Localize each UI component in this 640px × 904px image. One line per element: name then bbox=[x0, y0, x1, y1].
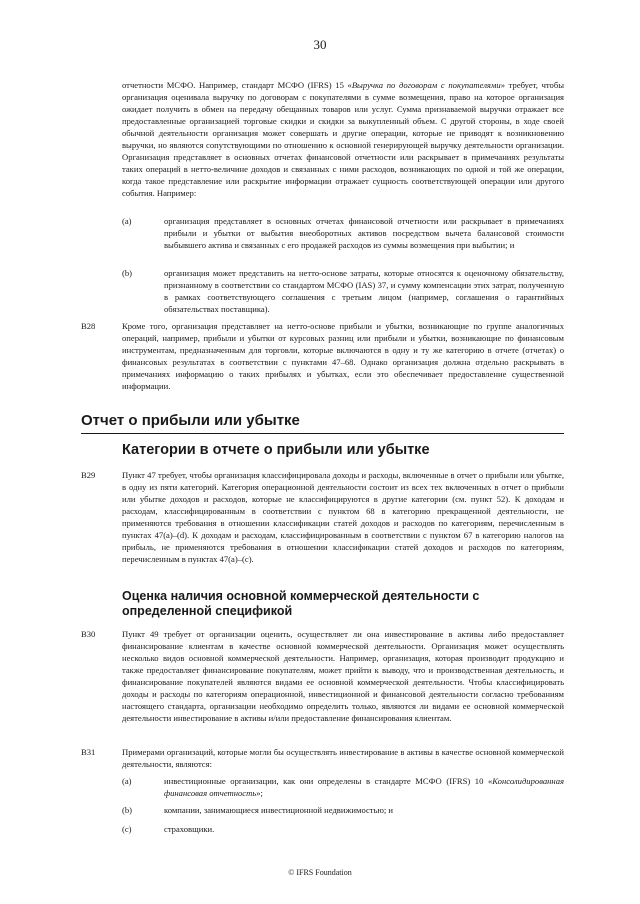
list-item-text: компании, занимающиеся инвестиционной недвижимостью; и bbox=[164, 805, 393, 815]
paragraph-number-b28: B28 bbox=[81, 321, 96, 331]
page-number: 30 bbox=[313, 37, 327, 52]
list-item-letter: (a) bbox=[122, 776, 132, 786]
intro-text-start: отчетности МСФО. Например, стандарт МСФО (IFRS) 15 « bbox=[122, 80, 352, 90]
paragraph-number-b30: B30 bbox=[81, 629, 96, 639]
list-item-text: страховщики. bbox=[164, 824, 215, 834]
intro-text-rest: » требует, чтобы организация оценивала выручку по договорам с покупателями в сумме возмещения, право на которое организация ожидает получить в обмен на передачу обещанных товаров или услуг. Сумма признаваемой выручки отражает все предоставленные организацией торговые скидки и скидки за выкупленный объем. С другой стороны, в ходе своей обычной деятельности организация может совершать и другие операции, которые не приводят к возникновению выручки, но являются сопутствующими по отношению к основной генерирующей выручку деятельности организации. Организация представляет в основных отчетах финансовой отчетности или раскрывает в примечаниях результаты таких операций в нетто-величине доходов и связанных с ними расходов, возникающих по одной и той же операции, когда такое представление или раскрытие информации отражает сущность соответствующей операции или другого события. Например: bbox=[122, 80, 564, 198]
subheading-main-business: Оценка наличия основной коммерческой деятельности с определенной спецификой bbox=[122, 589, 480, 618]
list-item-text bbox=[164, 775, 564, 799]
list-item-text: организация представляет в основных отчетах финансовой отчетности или раскрывает в примечаниях прибыли и убытки от выбытия внеоборотных активов посредством вычета балансовой стоимости выбывшего актива и связанных с его продажей расходов из суммы возмещения при выбытии; и bbox=[164, 216, 564, 250]
list-item-letter: (a) bbox=[122, 216, 132, 226]
intro-paragraph bbox=[122, 79, 564, 199]
list-item-letter: (c) bbox=[122, 824, 132, 834]
paragraph-b28: Кроме того, организация представляет на нетто-основе прибыли и убытки, возникающие по группе аналогичных операций, например, прибыли и убытки от курсовых разниц или прибыли и убытки, возникающие по финансовым инструментам, предназначенным для торговли, которые включаются в одну и ту же категорию в отчете (отчетах) о финансовых результатах в соответствии с пунктами 47–68. Однако организация должна отдельно раскрывать в примечаниях информацию о таких прибылях и убытках, если это обеспечивает предоставление существенной информации. bbox=[122, 321, 564, 391]
list-item-letter: (b) bbox=[122, 805, 133, 815]
standard-title-italic: Консолидированная финансовая отчетность bbox=[164, 776, 564, 798]
paragraph-number-b29: B29 bbox=[81, 470, 96, 480]
subheading-categories: Категории в отчете о прибыли или убытке bbox=[122, 442, 430, 458]
list-item-text-start: инвестиционные организации, как они определены в стандарте МСФО (IFRS) 10 « bbox=[164, 776, 493, 786]
paragraph-b29: Пункт 47 требует, чтобы организация классифицировала доходы и расходы, включенные в отчет о прибыли или убытке, в одну из пяти категорий. Категория операционной деятельности состоит из всех тех включенных в отчет о прибыли или убытке доходов и расходов, которые не классифицируются в другие категории (см. пункт 52). К доходам и расходам, классифицированным в соответствии с пунктом 68 в категорию прекращенной деятельности, не применяются требования в отношении классификации статей доходов и расходов по категориям, перечисленным в пунктах 47(a)–(d). К доходам и расходам, классифицированным в соответствии с пунктом 67 в категорию налогов на прибыль, не применяются требования в отношении классификации статей доходов и расходов по категориям, перечисленным в пунктах 47(a)–(c). bbox=[122, 470, 564, 564]
paragraph-number-b31: B31 bbox=[81, 747, 96, 757]
paragraph-b31: Примерами организаций, которые могли бы осуществлять инвестирование в активы в качестве основной коммерческой деятельности, являются: bbox=[122, 747, 564, 769]
list-item-text: организация может представить на нетто-основе затраты, которые относятся к оценочному обязательству, признанному в соответствии со стандартом МСФО (IAS) 37, и сумму компенсации этих затрат, полученную в рамках соответствующего соглашения с третьим лицом (например, соглашения о гарантийных обязательствах поставщика). bbox=[164, 268, 564, 314]
list-item-letter: (b) bbox=[122, 268, 133, 278]
list-item-text-end: »; bbox=[256, 788, 263, 798]
section-heading: Отчет о прибыли или убытке bbox=[81, 412, 564, 434]
paragraph-b30: Пункт 49 требует от организации оценить, осуществляет ли она инвестирование в активы либо предоставляет финансирование клиентам в качестве основной коммерческой деятельности. Организация может осуществлять несколько видов основной коммерческой деятельности. Например, организация, которая производит продукцию и также предоставляет финансирование покупателям, может прийти к выводу, что и производственная деятельность, и финансирование покупателей являются видами ее основной коммерческой деятельности. Чтобы классифицировать доходы и расходы по категориям операционной, инвестиционной и финансовой деятельности согласно требованиям настоящего стандарта, организации необходимо определить только, являются ли видами ее основной коммерческой деятельности инвестирование в активы и/или предоставление финансирования клиентам. bbox=[122, 629, 564, 723]
footer-copyright: © IFRS Foundation bbox=[288, 868, 352, 877]
standard-title-italic: Выручка по договорам с покупателями bbox=[351, 80, 501, 90]
